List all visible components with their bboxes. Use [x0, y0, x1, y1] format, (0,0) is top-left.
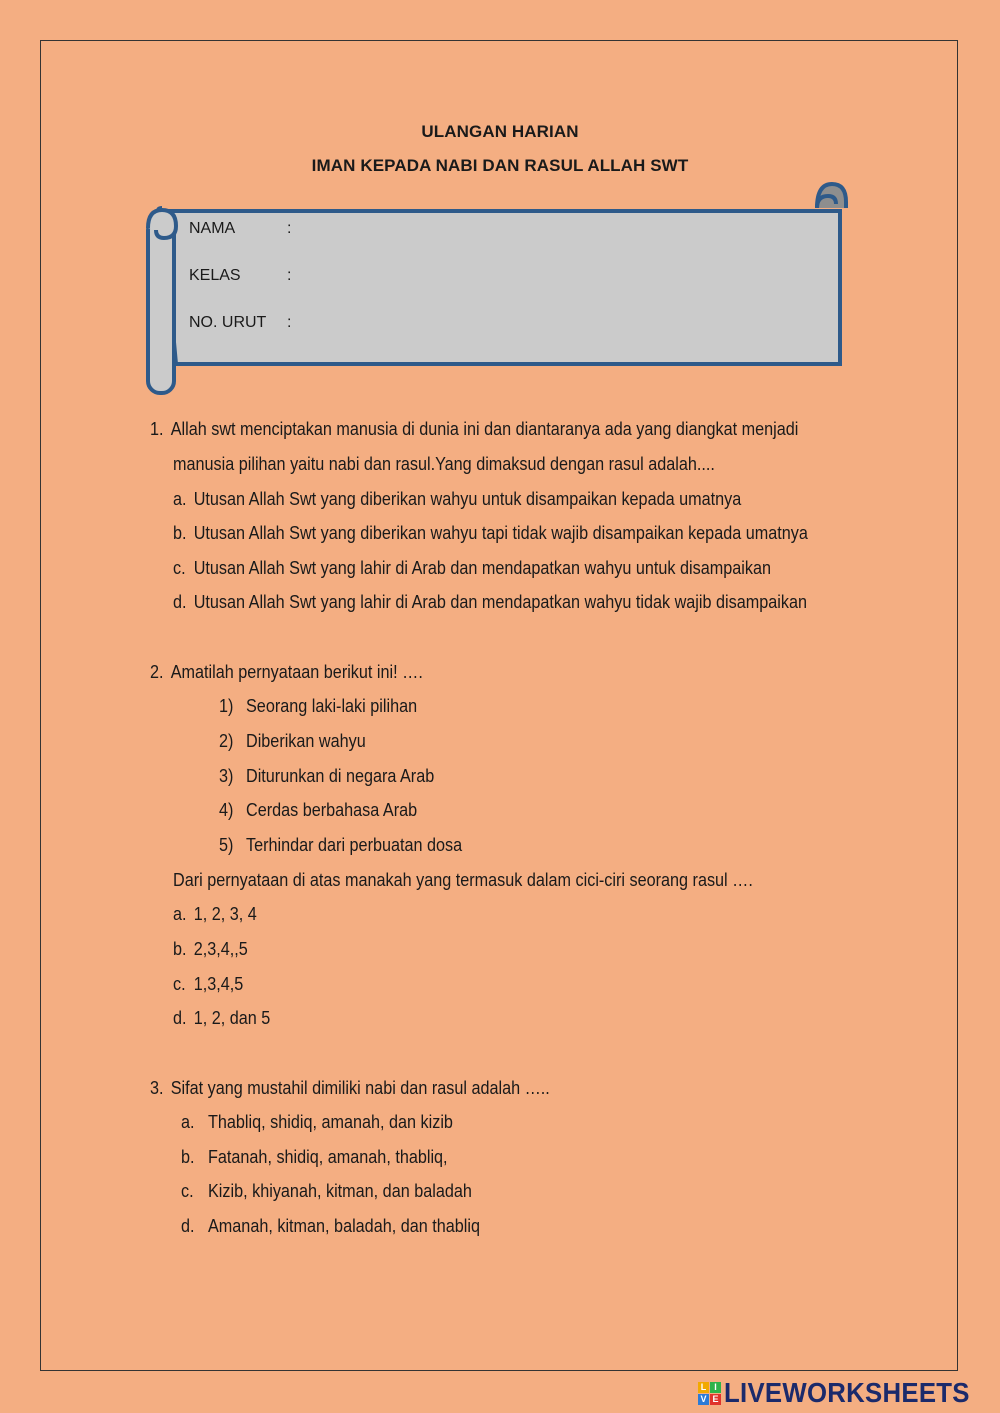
- statement-number: 2): [219, 731, 234, 751]
- q3-option-a[interactable]: [181, 1112, 453, 1133]
- statement-text: Seorang laki-laki pilihan: [246, 696, 418, 716]
- option-text: Utusan Allah Swt yang lahir di Arab dan mendapatkan wahyu tidak wajib disampaikan: [193, 592, 807, 612]
- question-3-number: 3.: [150, 1078, 164, 1098]
- statement-text: Terhindar dari perbuatan dosa: [246, 835, 463, 855]
- class-field[interactable]: [189, 267, 291, 285]
- option-text: 1,3,4,5: [193, 974, 244, 994]
- option-letter: c.: [173, 974, 186, 994]
- q3-option-c[interactable]: [181, 1181, 472, 1202]
- q1-option-b[interactable]: [173, 523, 808, 544]
- q2-statement-4: [219, 800, 417, 821]
- question-2-line: [150, 662, 423, 683]
- question-2-text: Amatilah pernyataan berikut ini! ….: [170, 662, 423, 682]
- option-letter: a.: [173, 904, 187, 924]
- question-1-line1: [150, 419, 798, 440]
- q3-option-b[interactable]: [181, 1147, 448, 1168]
- option-text: Thabliq, shidiq, amanah, dan kizib: [208, 1112, 453, 1132]
- q2-statement-3: [219, 766, 434, 787]
- option-text: Utusan Allah Swt yang diberikan wahyu untuk disampaikan kepada umatnya: [193, 489, 742, 509]
- q2-option-c[interactable]: [173, 974, 243, 995]
- option-text: Utusan Allah Swt yang diberikan wahyu tapi tidak wajib disampaikan kepada umatnya: [193, 523, 808, 543]
- identity-scroll-banner: [140, 178, 860, 400]
- question-1-text: Allah swt menciptakan manusia di dunia ini dan diantaranya ada yang diangkat menjadi: [170, 419, 799, 439]
- statement-number: 4): [219, 800, 234, 820]
- logo-text: LIVEWORKSHEETS: [724, 1377, 970, 1408]
- option-letter: c.: [181, 1181, 194, 1201]
- option-letter: a.: [173, 489, 187, 509]
- question-2-prompt: Dari pernyataan di atas manakah yang termasuk dalam cici-ciri seorang rasul ….: [173, 870, 753, 890]
- option-text: Fatanah, shidiq, amanah, thabliq,: [208, 1147, 448, 1167]
- logo-letter: E: [710, 1394, 721, 1405]
- option-letter: b.: [173, 523, 187, 543]
- question-1-number: 1.: [150, 419, 164, 439]
- name-label: NAMA: [189, 220, 236, 237]
- option-text: Utusan Allah Swt yang lahir di Arab dan mendapatkan wahyu untuk disampaikan: [193, 558, 771, 578]
- option-letter: d.: [173, 1008, 187, 1028]
- option-text: Amanah, kitman, baladah, dan thabliq: [208, 1216, 480, 1236]
- worksheet-subtitle: IMAN KEPADA NABI DAN RASUL ALLAH SWT: [311, 156, 689, 175]
- q2-statement-1: [219, 696, 417, 717]
- live-icon: [698, 1382, 721, 1405]
- q1-option-d[interactable]: [173, 592, 807, 613]
- option-letter: d.: [173, 592, 187, 612]
- option-letter: c.: [173, 558, 186, 578]
- class-colon: :: [287, 267, 292, 284]
- number-label: NO. URUT: [189, 314, 267, 331]
- question-3-text: Sifat yang mustahil dimiliki nabi dan rasul adalah …..: [170, 1078, 550, 1098]
- logo-letter: L: [698, 1382, 709, 1393]
- q3-option-d[interactable]: [181, 1216, 480, 1237]
- question-2-number: 2.: [150, 662, 164, 682]
- q2-option-a[interactable]: [173, 904, 257, 925]
- statement-number: 5): [219, 835, 234, 855]
- name-field[interactable]: [189, 220, 291, 238]
- option-text: Kizib, khiyanah, kitman, dan baladah: [208, 1181, 472, 1201]
- statement-text: Cerdas berbahasa Arab: [246, 800, 418, 820]
- statement-number: 1): [219, 696, 234, 716]
- q1-option-a[interactable]: [173, 489, 741, 510]
- option-text: 1, 2, dan 5: [193, 1008, 271, 1028]
- q1-option-c[interactable]: [173, 558, 771, 579]
- q2-option-d[interactable]: [173, 1008, 270, 1029]
- class-label: KELAS: [189, 267, 241, 284]
- q2-option-b[interactable]: [173, 939, 248, 960]
- option-text: 2,3,4,,5: [193, 939, 248, 959]
- number-colon: :: [287, 314, 292, 331]
- statement-text: Diturunkan di negara Arab: [246, 766, 435, 786]
- logo-letter: I: [710, 1382, 721, 1393]
- statement-text: Diberikan wahyu: [246, 731, 366, 751]
- option-letter: a.: [181, 1112, 195, 1132]
- option-text: 1, 2, 3, 4: [193, 904, 257, 924]
- q2-statement-5: [219, 835, 462, 856]
- liveworksheets-logo[interactable]: [698, 1378, 991, 1408]
- statement-number: 3): [219, 766, 234, 786]
- option-letter: b.: [173, 939, 187, 959]
- option-letter: b.: [181, 1147, 195, 1167]
- q2-statement-2: [219, 731, 366, 752]
- logo-letter: V: [698, 1394, 709, 1405]
- name-colon: :: [287, 220, 292, 237]
- worksheet-title: ULANGAN HARIAN: [421, 122, 579, 141]
- question-3-line: [150, 1078, 550, 1099]
- option-letter: d.: [181, 1216, 195, 1236]
- question-1-line2: manusia pilihan yaitu nabi dan rasul.Yang dimaksud dengan rasul adalah....: [173, 454, 715, 474]
- number-field[interactable]: [189, 314, 291, 332]
